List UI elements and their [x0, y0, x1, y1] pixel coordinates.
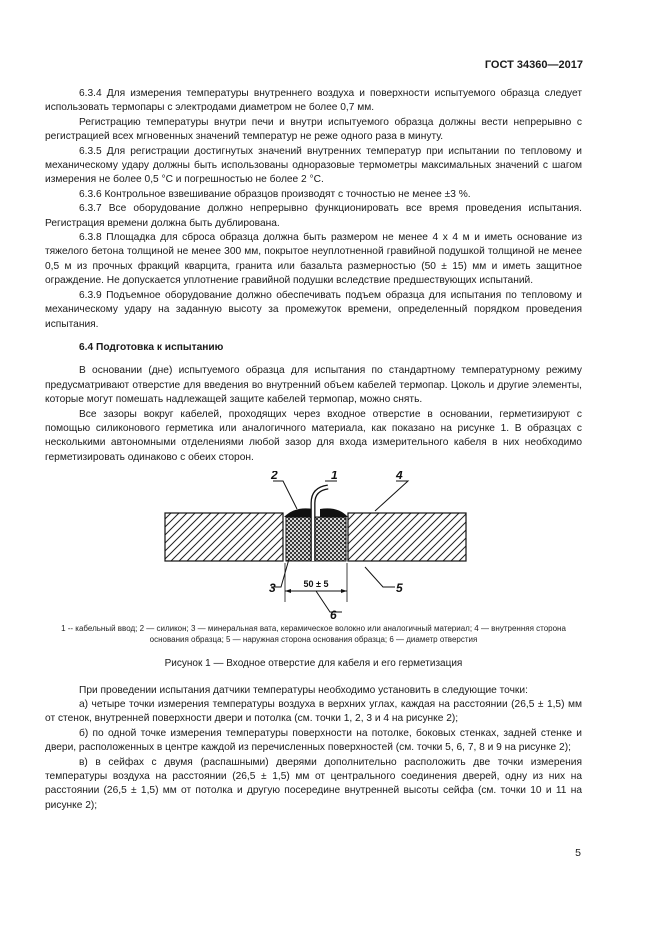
- label-1: 1: [331, 471, 338, 483]
- paragraph-sensor-intro: При проведении испытания датчики температуры необходимо установить в следующие точки:: [79, 684, 528, 696]
- paragraph-6-3-8: 6.3.8 Площадка для сброса образца должна быть размером не менее 4 х 4 м и иметь основание из тяжелого бетона толщиной не менее 300 мм, покрытое неуплотненной гравийной подушкой толщиной не менее 0,5 м из прочных фракций кварцита, гранита или базальта размерностью (50 ± 15) мм и иметь защитное ограждение. Не допускается уплотнение гравийной подушки вследствие предшествующих испытаний.: [45, 232, 582, 287]
- figure-1-drawing: [45, 471, 582, 621]
- base-slab-right: [348, 513, 466, 561]
- leader-5: [365, 567, 395, 587]
- document-header: ГОСТ 34360—2017: [484, 59, 583, 71]
- figure-caption: 1 -- кабельный ввод; 2 — силикон; 3 — минеральная вата, керамическое волокно или аналогичный материал; 4 — внутренняя сторона основания образца; 5 — наружная сторона основания образца; 6 — диаметр отверстия: [61, 624, 566, 645]
- dimension-value: 50 ± 5: [303, 579, 329, 590]
- paragraph-6-3-6: 6.3.6 Контрольное взвешивание образцов производят с точностью не менее ±3 %.: [79, 188, 471, 200]
- figure-title: Рисунок 1 — Входное отверстие для кабеля и его герметизация: [164, 658, 463, 670]
- page-number: 5: [575, 847, 581, 859]
- list-item-a: а) четыре точки измерения температуры воздуха в верхних углах, каждая на расстоянии (26,5 ± 1,5) мм от стенок, внутренней поверхности двери и потолка (см. точки 1, 2, 3 и 4 на рисунке 2);: [45, 698, 582, 725]
- leader-2: [273, 481, 297, 509]
- label-2: 2: [271, 471, 278, 483]
- list-item-b: б) по одной точке измерения температуры поверхности на потолке, боковых стенках, задней стенке и двери, расположенных в центре каждой из перечисленных поверхностей (см. точки 5, 6, 7, 8 и 9 на рисунке 2);: [45, 727, 582, 754]
- label-5: 5: [396, 581, 403, 596]
- paragraph-registration: Регистрацию температуры внутри печи и внутри испытуемого образца должны вести непрерывно с регистрацией всех мгновенных значений температур не реже одного раза в минуту.: [45, 116, 582, 143]
- mineral-wool-fill: [286, 517, 346, 561]
- base-slab-left: [165, 513, 283, 561]
- label-3: 3: [269, 581, 276, 596]
- leader-4: [375, 481, 408, 511]
- silicone-seal-right: [320, 509, 348, 518]
- paragraph-6-3-7: 6.3.7 Все оборудование должно непрерывно функционировать все время проведения испытания. Регистрация времени должна быть дублирована.: [45, 203, 582, 229]
- leader-6: [316, 591, 342, 612]
- paragraph-gap-sealing: Все зазоры вокруг кабелей, проходящих через входное отверстие в основании, герметизируют с помощью силиконового герметика или аналогичного материала, как показано на рисунке 1. В образцах с несколькими автономными отделениями любой зазор для входа измерительного кабеля в них необходимо герметизировать одинаково с обеих сторон.: [45, 408, 582, 463]
- list-item-v: в) в сейфах с двумя (распашными) дверями дополнительно расположить две точки измерения температуры воздуха на расстоянии (26,5 ± 1,5) мм от центрального соединения дверей, одну из них на расстоянии (26,5 ± 1,5) мм от потолка и другую посередине внутренней высоты сейфа (см. точки 10 и 11 на рисунке 2);: [45, 756, 582, 811]
- cable-entry-diagram: [45, 471, 582, 621]
- silicone-seal-left: [284, 509, 313, 518]
- label-4: 4: [396, 471, 403, 483]
- paragraph-6-3-4: 6.3.4 Для измерения температуры внутреннего воздуха и поверхности испытуемого образца следует использовать термопары с электродами диаметром не более 0,7 мм.: [45, 88, 582, 114]
- paragraph-6-3-9: 6.3.9 Подъемное оборудование должно обеспечивать подъем образца для испытания по тепловому и механическому удару на заданную высоту за промежуток времени, определенный порядком проведения испытания.: [45, 289, 582, 330]
- page-body: [45, 87, 582, 813]
- paragraph-6-3-5: 6.3.5 Для регистрации достигнутых значений внутренних температур при испытании по тепловому и механическому удару должны быть использованы одноразовые термометры максимальных значений с шагом измерения не более 0,5 °C и погрешностью не более 2 °C.: [45, 145, 582, 186]
- paragraph-base-opening: В основании (дне) испытуемого образца для испытания по стандартному температурному режиму предусматривают отверстие для введения во внутренний объем кабелей термопар. Цоколь и другие элементы, которые могут помешать надлежащей защите кабелей термопар, можно снять.: [45, 365, 582, 406]
- section-title: 6.4 Подготовка к испытанию: [79, 341, 224, 353]
- label-6: 6: [330, 608, 337, 622]
